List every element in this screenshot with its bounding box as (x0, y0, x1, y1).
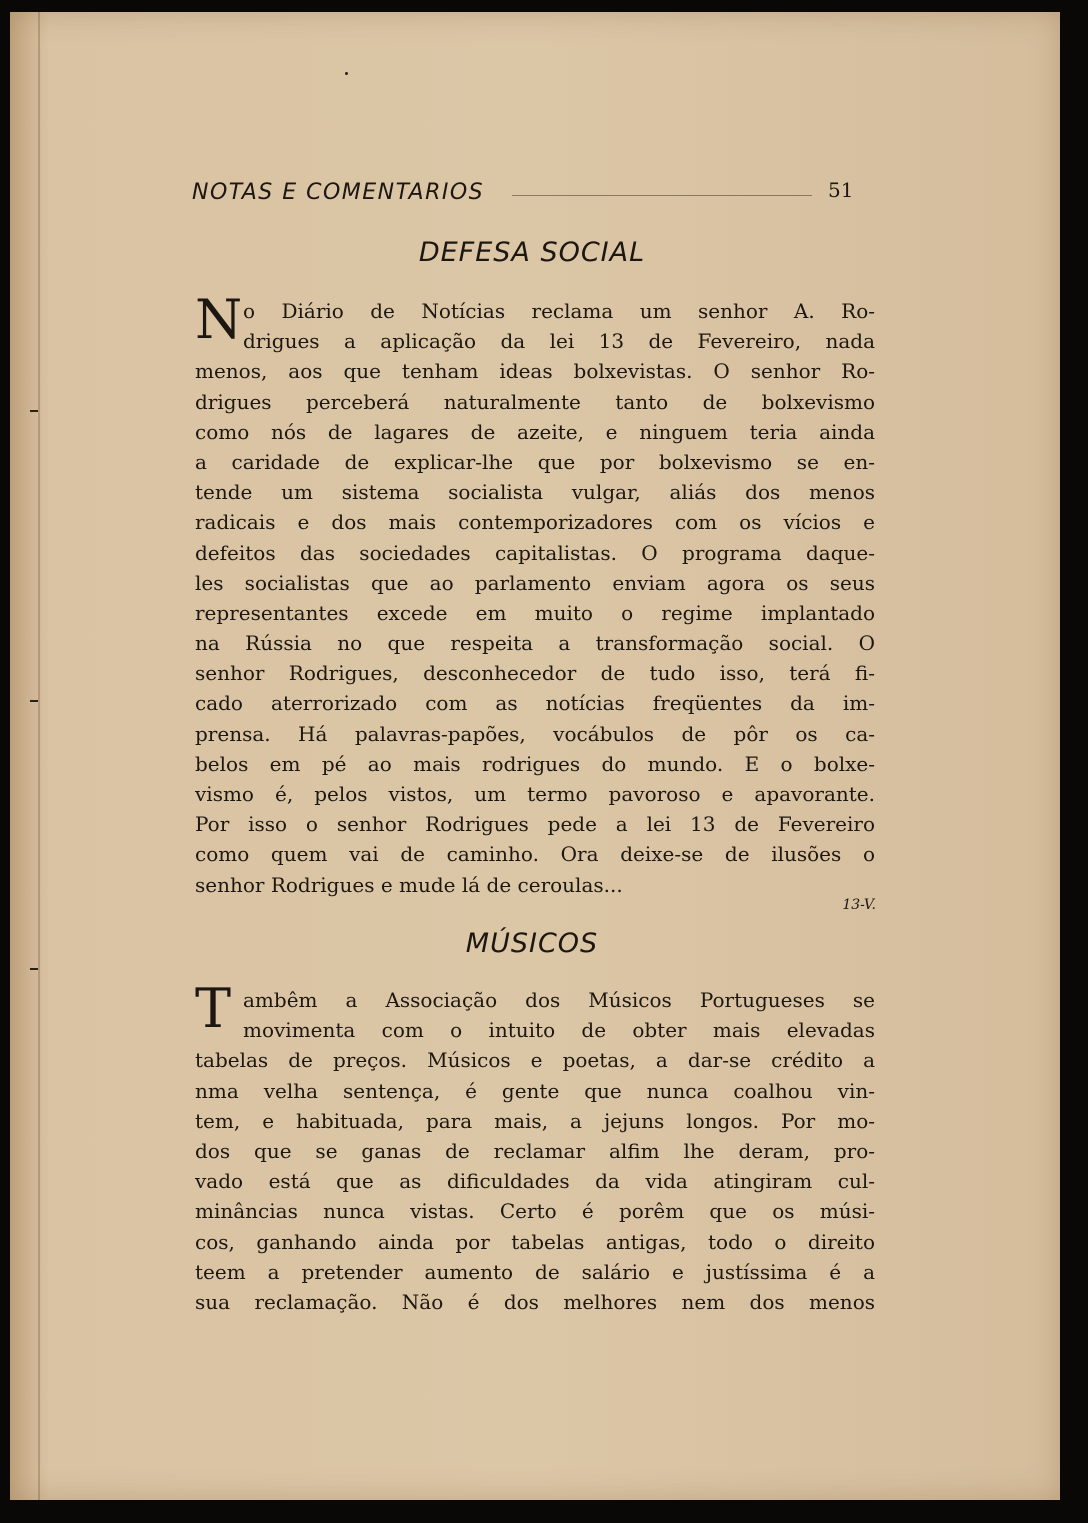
text-line: vado está que as dificuldades da vida atingiram cul- (195, 1169, 875, 1194)
page-number: 51 (828, 178, 854, 202)
text-line: dos que se ganas de reclamar alfim lhe deram, pro- (195, 1138, 875, 1163)
article-signature: 13-V. (842, 897, 876, 913)
text-line: sua reclamação. Não é dos melhores nem dos menos (195, 1289, 875, 1314)
text-line: Por isso o senhor Rodrigues pede a lei 13 de Fevereiro (195, 812, 875, 837)
text-line: drigues perceberá naturalmente tanto de bolxevismo (195, 389, 875, 414)
text-line: defeitos das sociedades capitalistas. O programa daque- (195, 540, 875, 565)
page-gutter (38, 12, 40, 1500)
text-line: como nós de lagares de azeite, e ninguem teria ainda (195, 419, 875, 444)
text-line: cos, ganhando ainda por tabelas antigas, todo o direito (195, 1229, 875, 1254)
text-line: na Rússia no que respeita a transformação social. O (195, 631, 875, 656)
text-line: vismo é, pelos vistos, um termo pavoroso e apavorante. (195, 782, 875, 806)
text-line: cado aterrorizado com as notícias freqüentes da im- (195, 691, 875, 716)
margin-mark (30, 700, 38, 702)
running-title: NOTAS E COMENTARIOS (192, 180, 485, 205)
drop-cap: T (195, 977, 232, 1040)
header-rule (512, 195, 812, 196)
text-line: radicais e dos mais contemporizadores com os vícios e (195, 510, 875, 535)
text-line: tabelas de preços. Músicos e poetas, a dar-se crédito a (195, 1048, 875, 1073)
text-line: senhor Rodrigues, desconhecedor de tudo isso, terá fi- (195, 661, 875, 686)
article-heading-musicos: MÚSICOS (465, 928, 599, 959)
text-line: como quem vai de caminho. Ora deixe-se de ilusões o (195, 842, 875, 867)
text-line: drigues a aplicação da lei 13 de Fevereiro, nada (243, 329, 875, 354)
page-speck (345, 72, 348, 75)
text-line: ambêm a Associação dos Músicos Portugueses se (243, 988, 875, 1012)
text-line: les socialistas que ao parlamento enviam agora os seus (195, 570, 875, 595)
margin-mark (30, 968, 38, 970)
text-line: nma velha sentença, é gente que nunca coalhou vin- (195, 1078, 875, 1103)
article-heading-defesa-social: DEFESA SOCIAL (418, 237, 646, 268)
text-line: belos em pé ao mais rodrigues do mundo. E o bolxe- (195, 751, 875, 776)
text-line: movimenta com o intuito de obter mais elevadas (243, 1018, 875, 1043)
margin-mark (30, 410, 38, 412)
text-line: tem, e habituada, para mais, a jejuns longos. Por mo- (195, 1108, 875, 1133)
text-line: representantes excede em muito o regime implantado (195, 600, 875, 625)
text-line: senhor Rodrigues e mude lá de ceroulas... (195, 872, 623, 897)
text-line: o Diário de Notícias reclama um senhor A. Ro- (243, 299, 875, 323)
text-line: minâncias nunca vistas. Certo é porêm que os músi- (195, 1199, 875, 1224)
article-body-musicos (195, 985, 875, 1317)
text-line: menos, aos que tenham ideas bolxevistas. O senhor Ro- (195, 359, 875, 384)
drop-cap: N (195, 288, 243, 351)
article-body-defesa-social (195, 296, 875, 900)
text-line: teem a pretender aumento de salário e justíssima é a (195, 1259, 875, 1284)
text-line: tende um sistema socialista vulgar, aliás dos menos (195, 480, 875, 505)
text-line: prensa. Há palavras-papões, vocábulos de pôr os ca- (195, 721, 875, 746)
text-line: a caridade de explicar-lhe que por bolxevismo se en- (195, 449, 875, 474)
